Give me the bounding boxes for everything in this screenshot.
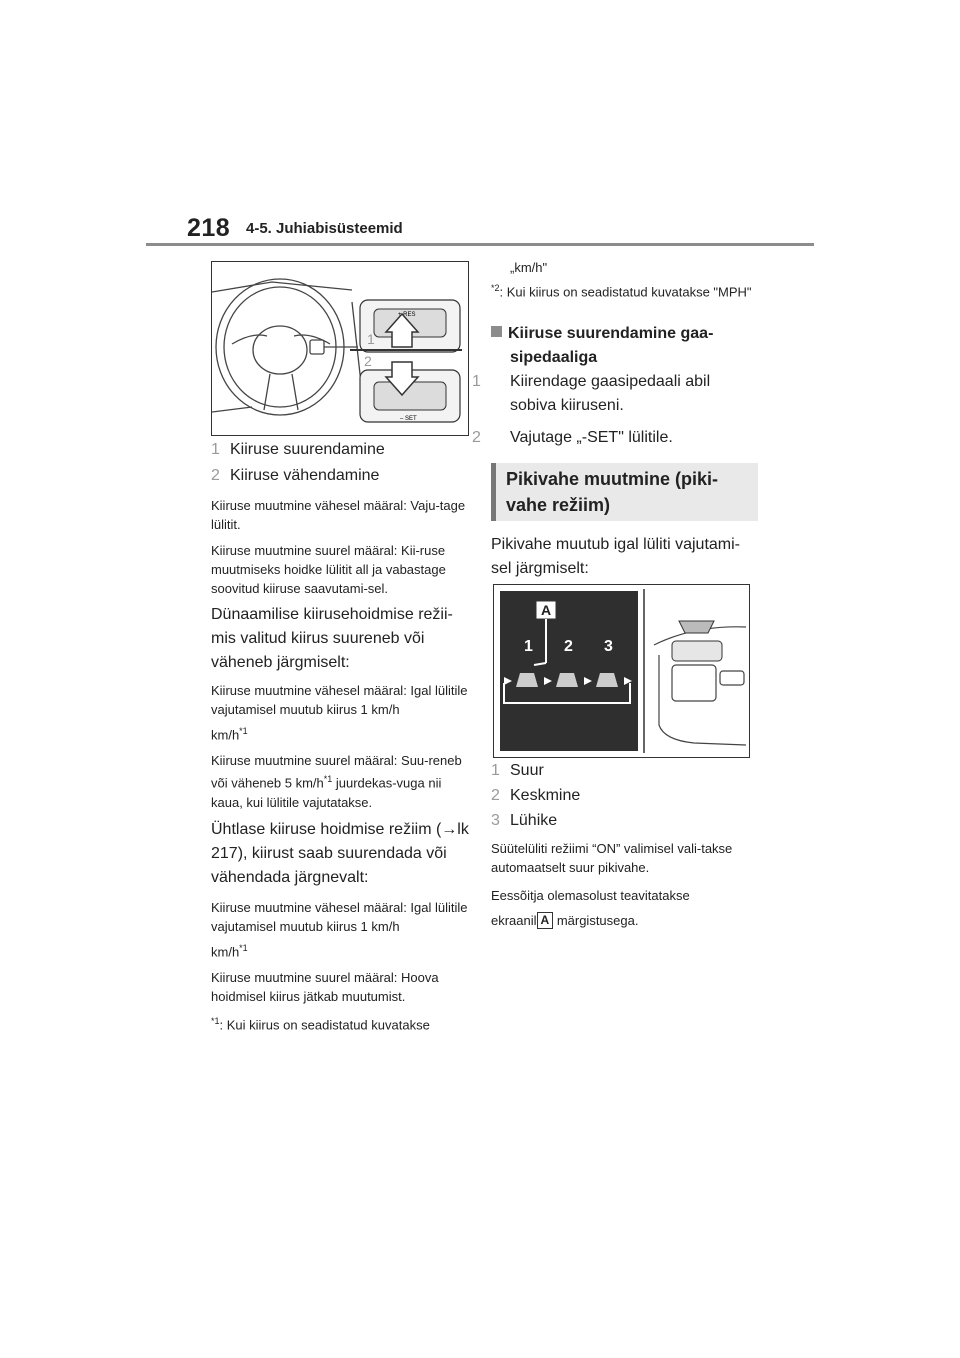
paragraph-dynamic-small-unit: $km/h^{*1}$ <box>211 726 248 743</box>
paragraph-display-marker: ekraanil A märgistusega. <box>491 913 639 928</box>
paragraph-dynamic-large: Kiiruse muutmine suurel määral: Suu-reneb või väheneb 5 $km/h^{*1}$ juurdekas-vuga nii kaua, kui lülitile vajutatakse. <box>211 753 462 810</box>
paragraph-dynamic-mode: Dünaamilise kiirusehoidmise režii-mis valitud kiirus suureneb või väheneb järgmiselt: <box>211 606 453 671</box>
step-increase: 1 Kiiruse suurendamine <box>211 441 385 458</box>
paragraph-constant-small-unit: $km/h^{*1}$ <box>211 942 248 959</box>
figure2-label-1: 1 <box>524 638 533 655</box>
paragraph-distance-intro: Pikivahe muutub igal lüliti vajutami-sel järgmiselt: <box>491 536 740 577</box>
section-title: 4-5. Juhiabisüsteemid <box>246 220 403 237</box>
page-number: 218 <box>187 214 231 242</box>
paragraph-constant-large: Kiiruse muutmine suurel määral: Hoova hoidmisel kiirus jätkab muutumist. <box>211 969 439 1004</box>
step-medium: 2 Keskmine <box>491 787 581 804</box>
header-rule <box>146 243 814 246</box>
paragraph-constant-mode: Ühtlase kiiruse hoidmise režiim (→lk 217), kiirust saab suurendada või vähendada järgnevalt: <box>211 820 469 886</box>
paragraph-dynamic-small: Kiiruse muutmine vähesel määral: Igal lülitile vajutamisel muutub kiirus 1 km/h <box>211 683 468 717</box>
section-box-heading: Pikivahe muutmine (piki-vahe režiim) <box>491 463 758 521</box>
paragraph-small-change: Kiiruse muutmine vähesel määral: Vaju-tage lülitit. <box>211 498 466 532</box>
footnote-1-continuation: „km/h" <box>510 260 548 275</box>
steering-switch-figure <box>211 261 469 436</box>
footnote-2: $^{*2}$: Kui kiirus on seadistatud kuvatakse "MPH" <box>491 283 752 300</box>
steering-wheel-illustration <box>212 262 468 435</box>
step-set: 2 Vajutage „-SET" lülitile. <box>472 429 673 446</box>
distance-switch-figure <box>493 584 750 758</box>
step-accelerate: 1 Kiirendage gaasipedaali abil sobiva kiiruseni. <box>472 373 711 414</box>
figure1-label-2: 2 <box>364 353 372 369</box>
step-decrease: 2 Kiiruse vähendamine <box>211 467 380 484</box>
subheading-accelerator: Kiiruse suurendamine gaa-sipedaaliga <box>491 322 753 370</box>
distance-display-illustration <box>494 585 749 757</box>
paragraph-preceding-vehicle: Eessõitja olemasolust teavitatakse <box>491 888 690 903</box>
step-long: 1 Suur <box>491 762 544 779</box>
bullet-square-icon <box>491 326 502 337</box>
figure2-label-2: 2 <box>564 638 573 655</box>
figure2-tag-a: A <box>540 602 552 618</box>
paragraph-constant-small: Kiiruse muutmine vähesel määral: Igal lülitile vajutamisel muutub kiirus 1 km/h <box>211 899 468 934</box>
paragraph-large-change: Kiiruse muutmine suurel määral: Kii-ruse muutmiseks hoidke lülitit all ja vabastage soovitud kiiruse saavutami-sel. <box>211 543 446 596</box>
set-label: – SET <box>400 416 417 422</box>
step-short: 3 Lühike <box>491 812 558 829</box>
marker-a-tag: A <box>537 912 554 929</box>
footnote-1: $^{*1}$: Kui kiirus on seadistatud kuvatakse <box>211 1015 430 1033</box>
paragraph-ignition-default: Süütelüliti režiimi “ON” valimisel vali-takse automaatselt suur pikivahe. <box>491 841 733 875</box>
figure1-label-1: 1 <box>367 331 375 347</box>
figure2-label-3: 3 <box>604 638 613 655</box>
res-label: + RES <box>398 312 416 318</box>
